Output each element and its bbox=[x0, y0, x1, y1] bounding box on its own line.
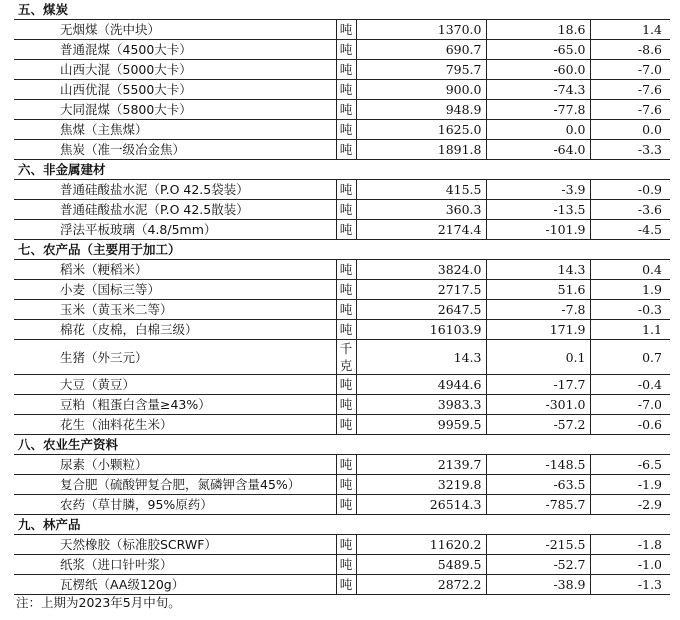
current-price: 900.0 bbox=[356, 80, 486, 100]
table-row bbox=[14, 575, 670, 595]
price-change: 18.6 bbox=[486, 20, 590, 40]
price-table bbox=[14, 0, 670, 595]
current-price: 795.7 bbox=[356, 60, 486, 80]
item-name: 小麦（国标三等） bbox=[14, 280, 336, 300]
current-price: 2717.5 bbox=[356, 280, 486, 300]
item-unit: 吨 bbox=[336, 300, 356, 320]
price-change: -77.8 bbox=[486, 100, 590, 120]
table-row bbox=[14, 415, 670, 435]
table-row bbox=[14, 120, 670, 140]
current-price: 2647.5 bbox=[356, 300, 486, 320]
item-unit: 吨 bbox=[336, 575, 356, 595]
change-percent: -8.6 bbox=[590, 40, 670, 60]
item-name: 焦煤（主焦煤） bbox=[14, 120, 336, 140]
table-row bbox=[14, 20, 670, 40]
price-change: -3.9 bbox=[486, 180, 590, 200]
change-percent: -3.3 bbox=[590, 140, 670, 160]
change-percent: -1.0 bbox=[590, 555, 670, 575]
table-row bbox=[14, 495, 670, 515]
item-unit: 吨 bbox=[336, 100, 356, 120]
item-unit: 吨 bbox=[336, 320, 356, 340]
current-price: 415.5 bbox=[356, 180, 486, 200]
price-change: -13.5 bbox=[486, 200, 590, 220]
item-unit: 吨 bbox=[336, 20, 356, 40]
item-unit: 吨 bbox=[336, 495, 356, 515]
item-unit: 吨 bbox=[336, 140, 356, 160]
current-price: 1370.0 bbox=[356, 20, 486, 40]
section-title: 六、非金属建材 bbox=[14, 160, 670, 180]
item-name: 山西优混（5500大卡） bbox=[14, 80, 336, 100]
price-change: -52.7 bbox=[486, 555, 590, 575]
item-name: 焦炭（准一级冶金焦） bbox=[14, 140, 336, 160]
item-name: 普通硅酸盐水泥（P.O 42.5袋装） bbox=[14, 180, 336, 200]
change-percent: -7.6 bbox=[590, 100, 670, 120]
price-change: 0.0 bbox=[486, 120, 590, 140]
table-row bbox=[14, 80, 670, 100]
price-table-container bbox=[14, 0, 670, 595]
table-row bbox=[14, 395, 670, 415]
item-name: 棉花（皮棉，白棉三级） bbox=[14, 320, 336, 340]
current-price: 26514.3 bbox=[356, 495, 486, 515]
item-name: 尿素（小颗粒） bbox=[14, 455, 336, 475]
item-unit: 吨 bbox=[336, 220, 356, 240]
table-row bbox=[14, 40, 670, 60]
item-unit: 吨 bbox=[336, 260, 356, 280]
table-row bbox=[14, 180, 670, 200]
price-change: -7.8 bbox=[486, 300, 590, 320]
current-price: 690.7 bbox=[356, 40, 486, 60]
item-unit: 千克 bbox=[336, 340, 356, 375]
current-price: 2174.4 bbox=[356, 220, 486, 240]
change-percent: 0.4 bbox=[590, 260, 670, 280]
table-row bbox=[14, 60, 670, 80]
item-name: 无烟煤（洗中块） bbox=[14, 20, 336, 40]
item-unit: 吨 bbox=[336, 535, 356, 555]
change-percent: -3.6 bbox=[590, 200, 670, 220]
price-change: -785.7 bbox=[486, 495, 590, 515]
price-change: 0.1 bbox=[486, 340, 590, 375]
current-price: 16103.9 bbox=[356, 320, 486, 340]
price-change: -74.3 bbox=[486, 80, 590, 100]
change-percent: -1.3 bbox=[590, 575, 670, 595]
item-name: 农药（草甘膦，95%原药） bbox=[14, 495, 336, 515]
change-percent: 1.4 bbox=[590, 20, 670, 40]
table-row bbox=[14, 260, 670, 280]
table-row bbox=[14, 280, 670, 300]
price-change: -17.7 bbox=[486, 375, 590, 395]
item-name: 豆粕（粗蛋白含量≥43%） bbox=[14, 395, 336, 415]
price-change: 171.9 bbox=[486, 320, 590, 340]
current-price: 14.3 bbox=[356, 340, 486, 375]
change-percent: -0.9 bbox=[590, 180, 670, 200]
table-row bbox=[14, 375, 670, 395]
table-row bbox=[14, 535, 670, 555]
section-header-row bbox=[14, 0, 670, 20]
item-name: 大同混煤（5800大卡） bbox=[14, 100, 336, 120]
item-name: 生猪（外三元） bbox=[14, 340, 336, 375]
change-percent: -1.8 bbox=[590, 535, 670, 555]
table-row bbox=[14, 100, 670, 120]
section-header-row bbox=[14, 160, 670, 180]
table-row bbox=[14, 320, 670, 340]
current-price: 1891.8 bbox=[356, 140, 486, 160]
section-title: 五、煤炭 bbox=[14, 0, 670, 20]
price-change: -215.5 bbox=[486, 535, 590, 555]
item-unit: 吨 bbox=[336, 375, 356, 395]
item-unit: 吨 bbox=[336, 395, 356, 415]
table-row bbox=[14, 300, 670, 320]
item-name: 山西大混（5000大卡） bbox=[14, 60, 336, 80]
current-price: 4944.6 bbox=[356, 375, 486, 395]
price-change: -63.5 bbox=[486, 475, 590, 495]
change-percent: -4.5 bbox=[590, 220, 670, 240]
table-row bbox=[14, 455, 670, 475]
price-change: -64.0 bbox=[486, 140, 590, 160]
item-unit: 吨 bbox=[336, 60, 356, 80]
item-name: 普通混煤（4500大卡） bbox=[14, 40, 336, 60]
item-name: 花生（油料花生米） bbox=[14, 415, 336, 435]
current-price: 3824.0 bbox=[356, 260, 486, 280]
section-header-row bbox=[14, 515, 670, 535]
table-row bbox=[14, 475, 670, 495]
price-change: 51.6 bbox=[486, 280, 590, 300]
change-percent: -7.0 bbox=[590, 395, 670, 415]
table-row bbox=[14, 555, 670, 575]
item-unit: 吨 bbox=[336, 200, 356, 220]
price-table-body bbox=[14, 0, 670, 595]
change-percent: -0.4 bbox=[590, 375, 670, 395]
item-name: 纸浆（进口针叶浆） bbox=[14, 555, 336, 575]
section-header-row bbox=[14, 240, 670, 260]
item-name: 普通硅酸盐水泥（P.O 42.5散装） bbox=[14, 200, 336, 220]
item-unit: 吨 bbox=[336, 415, 356, 435]
item-name: 稻米（粳稻米） bbox=[14, 260, 336, 280]
price-change: 14.3 bbox=[486, 260, 590, 280]
item-name: 瓦楞纸（AA级120g） bbox=[14, 575, 336, 595]
section-title: 八、农业生产资料 bbox=[14, 435, 670, 455]
item-unit: 吨 bbox=[336, 180, 356, 200]
current-price: 3983.3 bbox=[356, 395, 486, 415]
change-percent: 1.9 bbox=[590, 280, 670, 300]
current-price: 11620.2 bbox=[356, 535, 486, 555]
change-percent: -0.6 bbox=[590, 415, 670, 435]
section-title: 九、林产品 bbox=[14, 515, 670, 535]
change-percent: -7.6 bbox=[590, 80, 670, 100]
change-percent: -1.9 bbox=[590, 475, 670, 495]
table-row bbox=[14, 200, 670, 220]
item-unit: 吨 bbox=[336, 475, 356, 495]
current-price: 360.3 bbox=[356, 200, 486, 220]
current-price: 2139.7 bbox=[356, 455, 486, 475]
table-row bbox=[14, 340, 670, 375]
change-percent: -7.0 bbox=[590, 60, 670, 80]
current-price: 948.9 bbox=[356, 100, 486, 120]
price-change: -148.5 bbox=[486, 455, 590, 475]
table-row bbox=[14, 140, 670, 160]
change-percent: -0.3 bbox=[590, 300, 670, 320]
change-percent: 0.0 bbox=[590, 120, 670, 140]
item-name: 大豆（黄豆） bbox=[14, 375, 336, 395]
footnote: 注：上期为2023年5月中旬。 bbox=[16, 595, 181, 610]
change-percent: 0.7 bbox=[590, 340, 670, 375]
change-percent: -6.5 bbox=[590, 455, 670, 475]
item-unit: 吨 bbox=[336, 455, 356, 475]
item-name: 玉米（黄玉米二等） bbox=[14, 300, 336, 320]
item-unit: 吨 bbox=[336, 120, 356, 140]
current-price: 5489.5 bbox=[356, 555, 486, 575]
section-header-row bbox=[14, 435, 670, 455]
item-name: 复合肥（硫酸钾复合肥，氮磷钾含量45%） bbox=[14, 475, 336, 495]
change-percent: -2.9 bbox=[590, 495, 670, 515]
item-unit: 吨 bbox=[336, 40, 356, 60]
table-row bbox=[14, 220, 670, 240]
price-change: -60.0 bbox=[486, 60, 590, 80]
section-title: 七、农产品（主要用于加工） bbox=[14, 240, 670, 260]
current-price: 2872.2 bbox=[356, 575, 486, 595]
price-change: -38.9 bbox=[486, 575, 590, 595]
price-change: -301.0 bbox=[486, 395, 590, 415]
price-change: -101.9 bbox=[486, 220, 590, 240]
current-price: 9959.5 bbox=[356, 415, 486, 435]
current-price: 3219.8 bbox=[356, 475, 486, 495]
item-name: 天然橡胶（标准胶SCRWF） bbox=[14, 535, 336, 555]
price-change: -65.0 bbox=[486, 40, 590, 60]
item-unit: 吨 bbox=[336, 280, 356, 300]
item-name: 浮法平板玻璃（4.8/5mm） bbox=[14, 220, 336, 240]
item-unit: 吨 bbox=[336, 555, 356, 575]
current-price: 1625.0 bbox=[356, 120, 486, 140]
item-unit: 吨 bbox=[336, 80, 356, 100]
change-percent: 1.1 bbox=[590, 320, 670, 340]
price-change: -57.2 bbox=[486, 415, 590, 435]
